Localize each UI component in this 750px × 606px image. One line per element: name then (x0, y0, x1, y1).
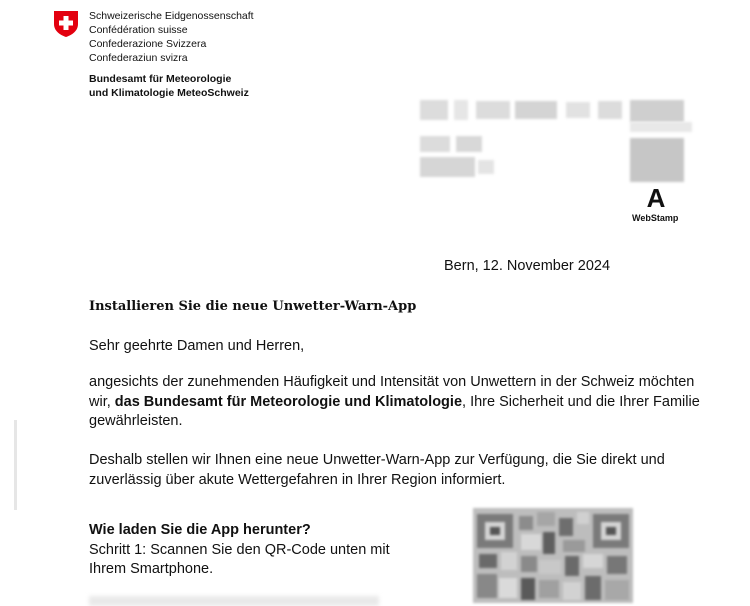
confederation-line-fr: Confédération suisse (89, 24, 188, 36)
paragraph-1-line-2-pre: wir, (89, 393, 115, 410)
paragraph-2-line-2: zuverlässig über akute Wettergefahren in Ihrer Region informiert. (89, 471, 506, 488)
step-1-line-2: Ihrem Smartphone. (89, 561, 214, 577)
download-heading: Wie laden Sie die App herunter? (89, 522, 311, 538)
paragraph-2 (89, 451, 665, 490)
paragraph-2-line-1: Deshalb stellen wir Ihnen eine neue Unwetter-Warn-App zur Verfügung, die Sie direkt und (89, 452, 665, 468)
step-1-line-1: Schritt 1: Scannen Sie den QR-Code unten mit (89, 541, 390, 558)
download-instructions (89, 521, 390, 580)
paragraph-1-line-2 (89, 393, 700, 413)
office-line-2: und Klimatologie MeteoSchweiz (89, 87, 249, 99)
agency-name-bold: das Bundesamt für Meteorologie und Klimatologie (114, 393, 463, 410)
confederation-names (89, 9, 254, 65)
paragraph-1-line-2-post: , Ihre Sicherheit und die Ihrer Familie (462, 393, 700, 410)
paragraph-1-line-3: gewährleisten. (89, 413, 183, 429)
scan-edge-artifact (14, 420, 17, 510)
confederation-line-de: Schweizerische Eidgenossenschaft (89, 10, 254, 22)
confederation-line-rm: Confederaziun svizra (89, 52, 188, 64)
stamp-letter: A (646, 183, 666, 213)
webstamp-label: WebStamp (632, 213, 679, 223)
paragraph-1-line-1: angesichts der zunehmenden Häufigkeit und Intensität von Unwettern in der Schweiz möchten (89, 374, 695, 390)
date-line: Bern, 12. November 2024 (444, 258, 611, 274)
faded-text-line (89, 596, 379, 606)
swiss-crest-icon (53, 10, 79, 38)
paragraph-1 (89, 373, 700, 432)
qr-code-blurred (473, 508, 633, 603)
salutation: Sehr geehrte Damen und Herren, (89, 338, 305, 354)
office-name (89, 72, 249, 100)
confederation-line-it: Confederazione Svizzera (89, 38, 207, 50)
office-line-1: Bundesamt für Meteorologie (89, 73, 232, 85)
letter-subject: Installieren Sie die neue Unwetter-Warn-App (89, 299, 417, 314)
